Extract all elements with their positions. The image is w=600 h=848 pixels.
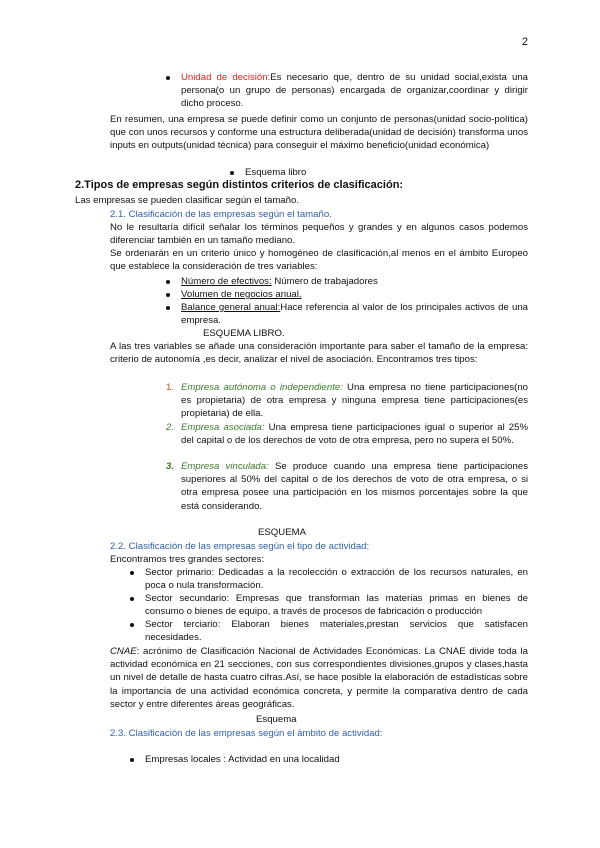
section21-title: 2.1. Clasificación de las empresas según el tamaño. — [110, 209, 332, 220]
type-number: 3. — [166, 461, 175, 472]
esquema-libro-label: Esquema libro — [245, 167, 307, 178]
top-bullet-paragraph — [181, 71, 528, 111]
bullet-icon — [230, 171, 234, 175]
section22-title: 2.2. Clasificación de las empresas según el tipo de actividad: — [110, 541, 370, 552]
type-text: Una empresa no tiene participaciones(no es propietaria) de otra empresa y ninguna empresa tiene participaciones(es propietaria) de ella. — [181, 382, 529, 420]
variable-item — [181, 288, 528, 301]
bullet-icon — [166, 280, 170, 284]
top-bullet-term: Unidad de decisión: — [181, 72, 271, 83]
variable-term: Volumen de negocios anual. — [181, 289, 302, 300]
bullet-icon — [130, 758, 134, 762]
type-term: Empresa asociada: — [181, 422, 265, 433]
type-item — [181, 381, 528, 421]
esquema-libro-caps: ESQUEMA LIBRO. — [203, 328, 285, 339]
bullet-icon — [130, 623, 134, 627]
section22-intro: Encontramos tres grandes sectores: — [110, 554, 265, 565]
esquema-label: ESQUEMA — [258, 527, 306, 538]
esquema-small-label: Esquema — [256, 714, 297, 725]
type-text: Se produce cuando una empresa tiene participaciones superiores al 50% del capital o de los derechos de voto de otra empresa, o si otra empresa posee una participación en los mismos porcentajes sobre la que está considerando. — [181, 461, 528, 512]
variable-term: Número de efectivos: — [181, 276, 272, 287]
sector-item: Sector primario: Dedicadas a la recolección o extracción de los recursos naturales, en poca o nula transformación. — [145, 567, 528, 592]
section23-title: 2.3. Clasificación de las empresas según el ámbito de actividad: — [110, 728, 383, 739]
section2-title: 2.Tipos de empresas según distintos criterios de clasificación: — [75, 179, 404, 191]
scope-item: Empresas locales : Actividad en una localidad — [145, 754, 340, 765]
bullet-icon — [166, 293, 170, 297]
variable-item — [181, 301, 528, 327]
variable-text: Número de trabajadores — [271, 276, 378, 287]
type-number: 2. — [166, 422, 175, 433]
section21-p1: No le resultaría difícil señalar los términos pequeños y grandes y en algunos casos podemos diferenciar también en un tamaño mediano. — [110, 222, 528, 247]
type-term: Empresa autónoma o independiente: — [181, 382, 343, 393]
variable-item — [181, 275, 528, 288]
page-number: 2 — [521, 36, 528, 48]
section2-intro: Las empresas se pueden clasificar según el tamaño. — [75, 195, 299, 206]
type-text: Una empresa tiene participaciones igual o superior al 25% del capital o de los derechos de voto de otra empresa, pero no supera el 50%. — [181, 422, 528, 447]
top-bullet-text: Es necesario que, dentro de su unidad social,exista una persona(o un grupo de personas) encargada de organizar,coordinar y dirigir dicho proceso. — [181, 72, 528, 110]
sector-item: Sector secundario: Empresas que transforman las materias primas en bienes de consumo o bienes de equipo, a través de procesos de fabricación o producción — [145, 593, 528, 618]
cnae-text: : acrónimo de Clasificación Nacional de Actividades Económicas. La CNAE divide toda la actividad económica en 21 secciones, con sus correspondientes divisiones,grupos y clases,hasta un nivel de detalle de hasta cuatro cifras.Así, se hace posible la elaboración de estadísticas sobre la importancia de una actividad económica concreta, y permite la comparativa dentro de cada sector y entre diferentes áreas geográficas. — [110, 646, 528, 710]
type-item — [181, 460, 528, 513]
section21-p2: Se ordenarán en un criterio único y homogéneo de clasificación,al menos en el ámbito Europeo que establece la consideración de tres variables: — [110, 248, 528, 273]
sector-item: Sector terciario: Elaboran bienes materiales,prestan servicios que satisfacen necesidades. — [145, 619, 528, 644]
bullet-icon — [166, 306, 170, 310]
bullet-icon — [166, 76, 170, 80]
cnae-term: CNAE — [110, 646, 137, 657]
type-term: Empresa vinculada: — [181, 461, 269, 472]
summary-paragraph: En resumen, una empresa se puede definir como un conjunto de personas(unidad socio-política) que con unos recursos y conforme una estructura deliberada(unidad de decisión) transforma unos inputs en outputs(unidad técnica) para conseguir el máximo beneficio(unidad económica) — [110, 114, 528, 152]
section21-p3: A las tres variables se añade una consideración importante para saber el tamaño de la empresa: criterio de autonomía ,es decir, analizar el nivel de asociación. Encontramos tres tipos: — [110, 341, 528, 366]
bullet-icon — [130, 571, 134, 575]
type-number: 1. — [166, 382, 175, 393]
cnae-paragraph — [110, 645, 528, 711]
variable-term: Balance general anual: — [181, 302, 281, 313]
type-item — [181, 421, 528, 447]
variable-text: Hace referencia al valor de los principales activos de una empresa. — [181, 302, 528, 327]
bullet-icon — [130, 597, 134, 601]
